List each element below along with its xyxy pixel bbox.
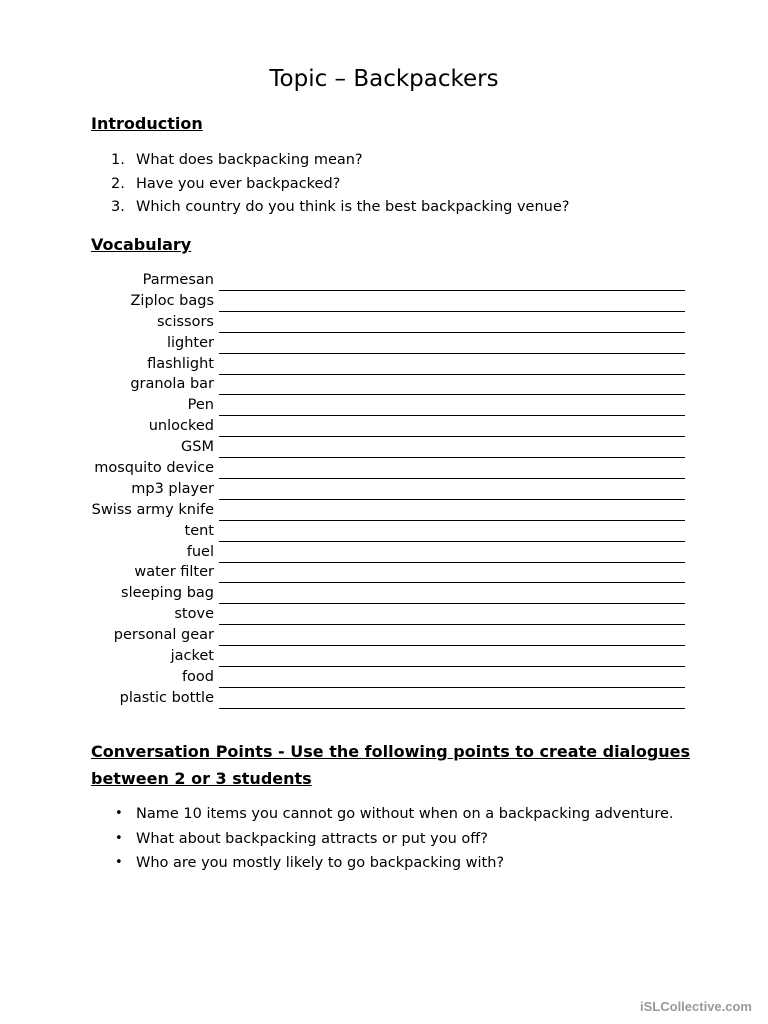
vocab-term: granola bar <box>130 376 214 393</box>
vocab-row <box>0 500 768 521</box>
vocab-row <box>0 395 768 416</box>
point-text: Who are you mostly likely to go backpacking with? <box>136 855 505 871</box>
vocab-term: unlocked <box>148 418 214 435</box>
bullet-icon: • <box>115 806 123 821</box>
vocab-term: jacket <box>170 648 214 665</box>
vocab-row <box>0 667 768 688</box>
vocab-row <box>0 354 768 375</box>
vocab-term: Pen <box>187 397 214 414</box>
vocab-row <box>0 646 768 667</box>
vocabulary-list <box>0 270 768 709</box>
vocab-term: stove <box>174 606 214 623</box>
vocab-row <box>0 416 768 437</box>
vocab-term: GSM <box>181 439 214 456</box>
vocab-row <box>0 479 768 500</box>
conversation-heading: Conversation Points - Use the following points to create dialogues between 2 or 3 students <box>91 742 691 788</box>
vocab-row <box>0 270 768 291</box>
question-text: What does backpacking mean? <box>136 152 363 168</box>
point-text: What about backpacking attracts or put you off? <box>136 830 488 847</box>
vocab-term: water filter <box>134 564 214 581</box>
vocab-term: plastic bottle <box>119 689 214 706</box>
vocab-term: scissors <box>156 313 214 330</box>
vocab-row <box>0 291 768 312</box>
answer-line[interactable] <box>219 708 685 709</box>
question-text: Which country do you think is the best backpacking venue? <box>136 199 570 215</box>
vocab-row <box>0 458 768 479</box>
list-number: 2. <box>111 175 125 192</box>
vocab-row <box>0 374 768 395</box>
point-text: Name 10 items you cannot go without when on a backpacking adventure. <box>136 806 674 822</box>
vocab-row <box>0 562 768 583</box>
vocab-term: Swiss army knife <box>91 501 214 518</box>
vocab-row <box>0 604 768 625</box>
vocab-term: Ziploc bags <box>130 292 214 309</box>
introduction-heading: Introduction <box>91 114 203 133</box>
vocab-row <box>0 521 768 542</box>
question-text: Have you ever backpacked? <box>136 175 341 192</box>
vocab-row <box>0 583 768 604</box>
vocab-term: food <box>181 668 214 685</box>
vocab-term: flashlight <box>147 355 214 372</box>
vocab-term: mosquito device <box>94 460 214 477</box>
vocab-term: Parmesan <box>142 272 214 288</box>
vocab-term: lighter <box>166 334 214 351</box>
vocab-row <box>0 688 768 709</box>
list-number: 3. <box>111 199 125 215</box>
watermark: iSLCollective.com <box>640 999 752 1014</box>
list-number: 1. <box>111 152 125 168</box>
vocab-row <box>0 312 768 333</box>
vocab-term: mp3 player <box>131 480 214 497</box>
bullet-icon: • <box>115 830 123 846</box>
vocab-row <box>0 625 768 646</box>
vocab-term: tent <box>184 522 214 539</box>
vocabulary-heading: Vocabulary <box>91 235 192 254</box>
vocab-term: personal gear <box>113 627 214 644</box>
page-title: Topic – Backpackers <box>269 66 499 92</box>
vocab-row <box>0 542 768 563</box>
vocab-term: sleeping bag <box>121 585 214 602</box>
vocab-row <box>0 333 768 354</box>
bullet-icon: • <box>115 855 123 870</box>
vocab-row <box>0 437 768 458</box>
vocab-term: fuel <box>186 543 214 560</box>
